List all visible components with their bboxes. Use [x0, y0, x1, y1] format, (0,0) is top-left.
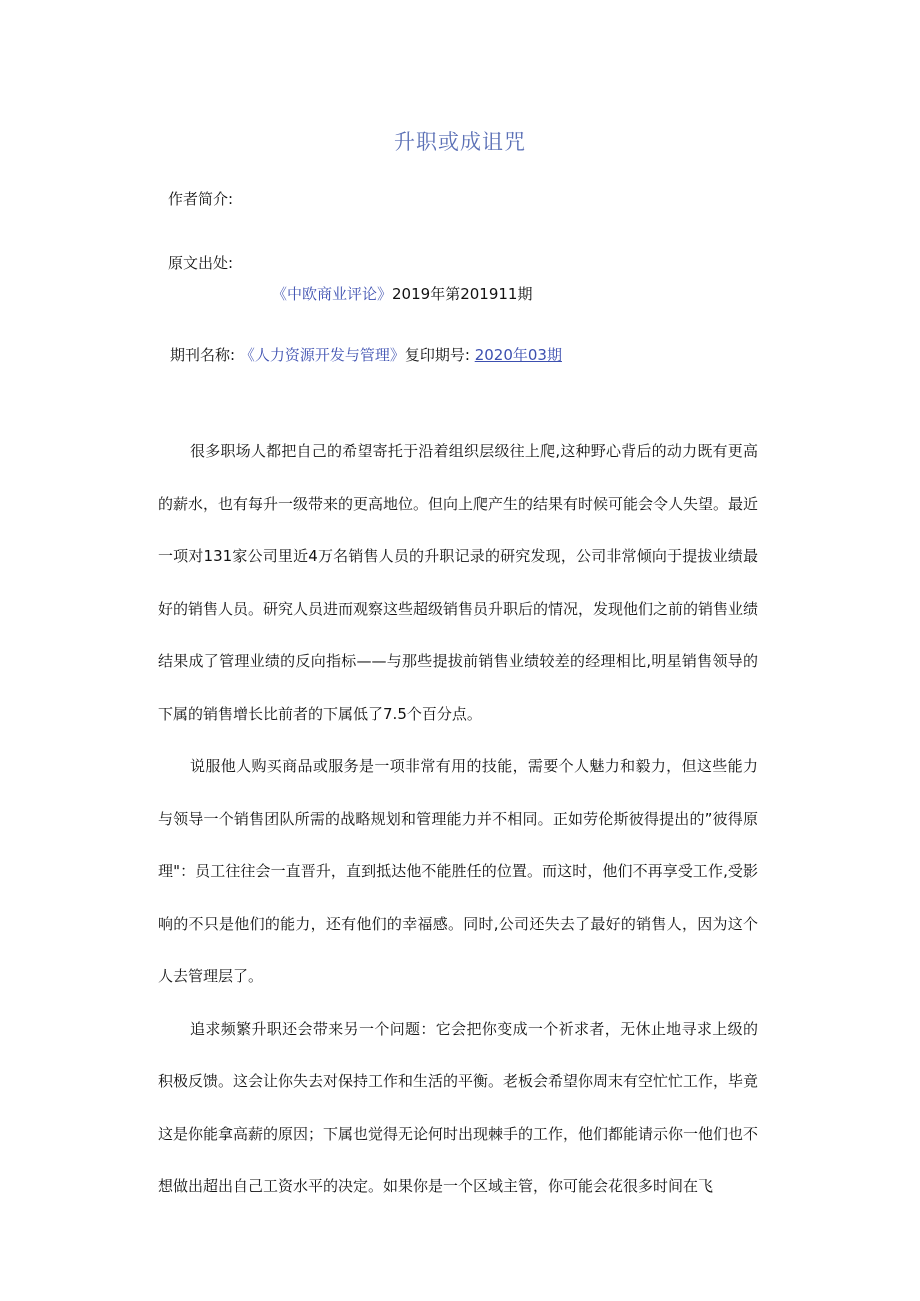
- source-line: [272, 284, 532, 304]
- author-label: 作者简介:: [168, 190, 234, 208]
- body-paragraph: 很多职场人都把自己的希望寄托于沿着组织层级往上爬,这种野心背后的动力既有更高的薪水，也有每升一级带来的更高地位。但向上爬产生的结果有时候可能会令人失望。最近一项对131家公司里近4万名销售人员的升职记录的研究发现，公司非常倾向于提拔业绩最好的销售人员。研究人员进而观察这些超级销售员升职后的情况，发现他们之前的销售业绩结果成了管理业绩的反向指标——与那些提拔前销售业绩较差的经理相比,明星销售领导的下属的销售增长比前者的下属低了7.5个百分点。: [158, 442, 759, 723]
- body-paragraph: 说服他人购买商品或服务是一项非常有用的技能，需要个人魅力和毅力，但这些能力与领导一个销售团队所需的战略规划和管理能力并不相同。正如劳伦斯彼得提出的”彼得原理"：员工往往会一直晋升，直到抵达他不能胜任的位置。而这时，他们不再享受工作,受影响的不只是他们的能力，还有他们的幸福感。同时,公司还失去了最好的销售人，因为这个人去管理层了。: [158, 757, 758, 985]
- author-line: [168, 189, 233, 209]
- source-label: 原文出处:: [168, 254, 234, 272]
- source-issue: 2019年第201911期: [392, 285, 533, 303]
- periodical-line: [170, 345, 562, 365]
- article-body: [158, 425, 758, 1213]
- body-paragraph: 追求频繁升职还会带来另一个问题：它会把你变成一个祈求者，无休止地寻求上级的积极反馈。这会让你失去对保持工作和生活的平衡。老板会希望你周末有空忙忙工作，毕竟这是你能拿高薪的原因；下属也觉得无论何时出现棘手的工作，他们都能请示你一他们也不想做出超出自己工资水平的决定。如果你是一个区域主管，你可能会花很多时间在飞: [158, 1019, 759, 1195]
- reprint-label: 复印期号:: [404, 346, 470, 364]
- periodical-name-link[interactable]: 《人力资源开发与管理》: [239, 346, 405, 364]
- periodical-label: 期刊名称:: [170, 346, 236, 364]
- article-title: 升职或成诅咒: [394, 130, 526, 154]
- source-label-line: [168, 253, 233, 273]
- source-journal: 《中欧商业评论》: [272, 285, 393, 303]
- reprint-issue-link[interactable]: 2020年03期: [474, 346, 562, 364]
